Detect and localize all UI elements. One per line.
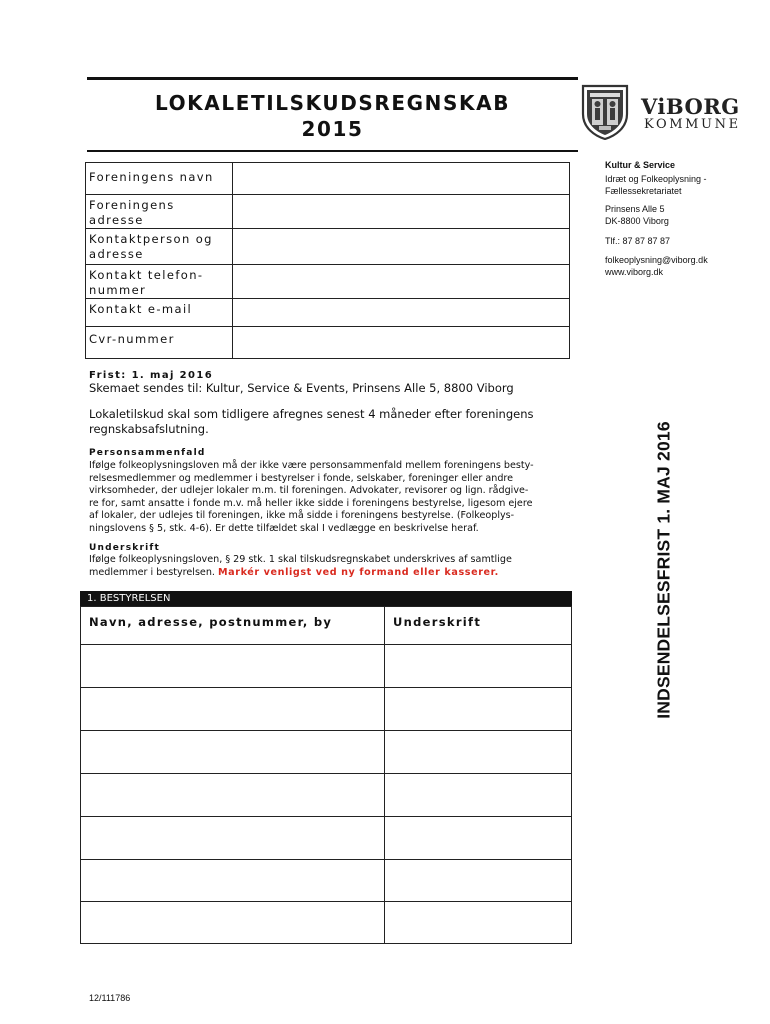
paragraph-text: medlemmer i bestyrelsen. bbox=[89, 566, 219, 578]
board-name-cell[interactable] bbox=[81, 860, 385, 902]
board-name-cell[interactable] bbox=[81, 645, 385, 688]
personsammenfald-heading: Personsammenfald bbox=[89, 448, 206, 458]
contact-phone: Tlf.: 87 87 87 87 bbox=[605, 236, 671, 246]
board-table bbox=[80, 606, 572, 944]
label-contact-email: Kontakt e-mail bbox=[86, 299, 233, 327]
label-association-name: Foreningens navn bbox=[86, 163, 233, 195]
table-row bbox=[81, 860, 572, 902]
form-number: 12/111786 bbox=[89, 993, 131, 1003]
label-contact-phone: Kontakt telefon-nummer bbox=[86, 265, 233, 299]
document-year: 2015 bbox=[301, 117, 364, 141]
contact-website[interactable]: www.viborg.dk bbox=[605, 267, 664, 277]
table-row bbox=[81, 688, 572, 731]
contact-department: Kultur & Service bbox=[605, 160, 676, 170]
field-contact-email[interactable] bbox=[233, 299, 570, 327]
table-row bbox=[81, 902, 572, 944]
contact-unit-line2: Fællessekretariatet bbox=[605, 186, 682, 196]
title-bottom-rule bbox=[87, 150, 578, 152]
vertical-deadline-text: INDSENDELSESFRIST 1. MAJ 2016 bbox=[653, 421, 674, 719]
underskrift-heading: Underskrift bbox=[89, 543, 160, 553]
board-signature-cell[interactable] bbox=[385, 688, 572, 731]
column-header-name: Navn, adresse, postnummer, by bbox=[81, 607, 385, 645]
document-title: LOKALETILSKUDSREGNSKAB bbox=[154, 91, 511, 115]
contact-street: Prinsens Alle 5 bbox=[605, 204, 665, 214]
table-row bbox=[81, 731, 572, 774]
board-signature-cell[interactable] bbox=[385, 774, 572, 817]
logo-subtitle: KOMMUNE bbox=[644, 117, 741, 132]
board-name-cell[interactable] bbox=[81, 774, 385, 817]
board-name-cell[interactable] bbox=[81, 817, 385, 860]
board-name-cell[interactable] bbox=[81, 688, 385, 731]
paragraph-line: re for, samt ansatte i fonde m.v. må heller ikke sidde i foreningens bestyrelse, ligesom ejere bbox=[89, 497, 533, 509]
field-association-name[interactable] bbox=[233, 163, 570, 195]
paragraph-line: ningslovens § 5, stk. 4-6). Er dette tilfældet skal I vedlægge en beskrivelse heraf. bbox=[89, 522, 479, 534]
title-top-rule bbox=[87, 77, 578, 80]
field-contact-person[interactable] bbox=[233, 229, 570, 265]
board-name-cell[interactable] bbox=[81, 902, 385, 944]
paragraph-line: relsesmedlemmer og medlemmer i bestyrelser i fonde, selskaber, foreninger eller andre bbox=[89, 472, 514, 484]
board-signature-cell[interactable] bbox=[385, 860, 572, 902]
field-contact-phone[interactable] bbox=[233, 265, 570, 299]
board-section-title: 1. BESTYRELSEN bbox=[80, 591, 572, 606]
board-signature-cell[interactable] bbox=[385, 817, 572, 860]
personsammenfald-text bbox=[89, 460, 579, 535]
underskrift-text bbox=[89, 554, 579, 579]
paragraph-line: Ifølge folkeoplysningsloven må der ikke være personsammenfald mellem foreningens besty- bbox=[89, 460, 534, 471]
red-notice: Markér venligst ved ny formand eller kasserer. bbox=[218, 566, 499, 578]
paragraph-line bbox=[89, 567, 579, 580]
paragraph-line: Ifølge folkeoplysningsloven, § 29 stk. 1 skal tilskudsregnskabet underskrives af samtlige bbox=[89, 554, 512, 565]
board-name-cell[interactable] bbox=[81, 731, 385, 774]
contact-email[interactable]: folkeoplysning@viborg.dk bbox=[605, 255, 708, 265]
board-signature-cell[interactable] bbox=[385, 645, 572, 688]
board-signature-cell[interactable] bbox=[385, 902, 572, 944]
viborg-coat-of-arms-icon bbox=[581, 84, 629, 140]
table-row bbox=[81, 774, 572, 817]
send-to-address: Skemaet sendes til: Kultur, Service & Events, Prinsens Alle 5, 8800 Viborg bbox=[89, 381, 514, 395]
table-row bbox=[81, 645, 572, 688]
intro-line-1: Lokaletilskud skal som tidligere afregnes senest 4 måneder efter foreningens bbox=[89, 407, 534, 421]
label-cvr-number: Cvr-nummer bbox=[86, 327, 233, 359]
label-association-address: Foreningens adresse bbox=[86, 195, 233, 229]
field-association-address[interactable] bbox=[233, 195, 570, 229]
logo-wordmark: ViBORG bbox=[641, 94, 740, 119]
column-header-signature: Underskrift bbox=[385, 607, 572, 645]
table-row bbox=[81, 817, 572, 860]
deadline-label: Frist: 1. maj 2016 bbox=[89, 370, 214, 381]
association-info-table bbox=[85, 162, 570, 359]
paragraph-line: af lokaler, der udlejes til foreningen, ikke må sidde i foreningens bestyrelse. (Folkeoplys- bbox=[89, 510, 515, 521]
contact-unit-line1: Idræt og Folkeoplysning - bbox=[605, 174, 707, 184]
label-contact-person: Kontaktperson og adresse bbox=[86, 229, 233, 265]
contact-postal: DK-8800 Viborg bbox=[605, 216, 669, 226]
paragraph-line: virksomheder, der udlejer lokaler m.m. til foreningen. Advokater, revisorer og lign. rådgive- bbox=[89, 485, 529, 496]
intro-line-2: regnskabsafslutning. bbox=[89, 422, 209, 436]
field-cvr-number[interactable] bbox=[233, 327, 570, 359]
board-signature-cell[interactable] bbox=[385, 731, 572, 774]
